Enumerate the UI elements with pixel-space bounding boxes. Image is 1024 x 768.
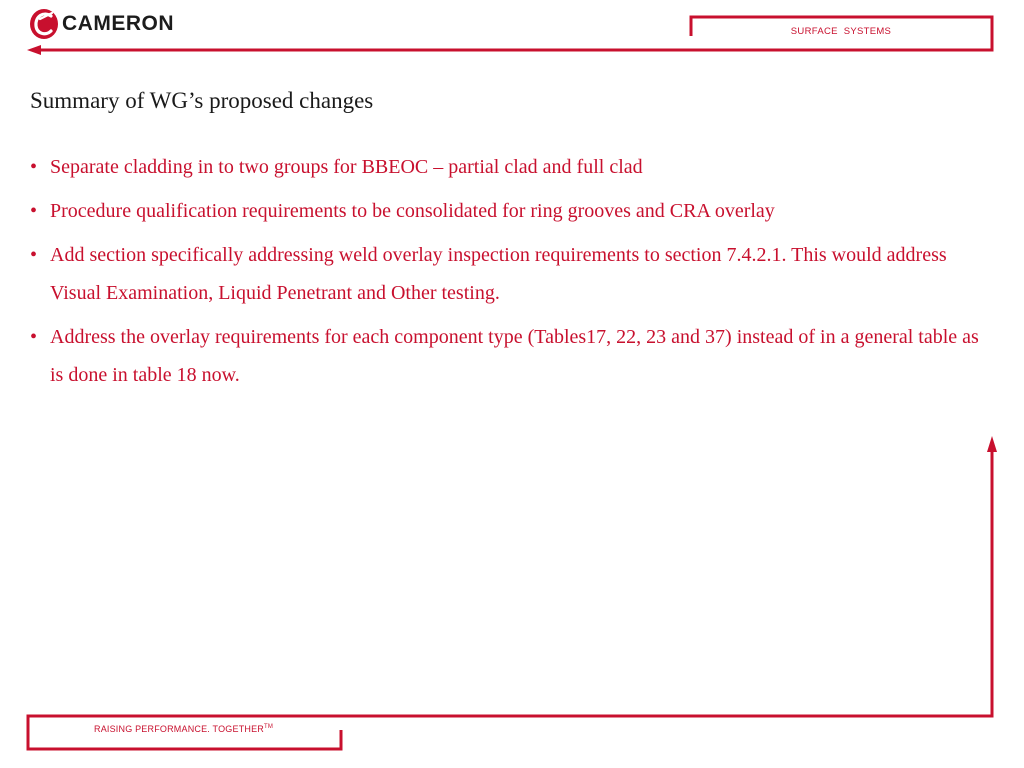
company-logo <box>28 6 174 42</box>
list-item <box>30 192 980 230</box>
bullet-text: Separate cladding in to two groups for BBEOC – partial clad and full clad <box>50 156 643 178</box>
bullet-text: Add section specifically addressing weld overlay inspection requirements to section 7.4.2.1. This would address Visual Examination, Liquid Penetrant and Other testing. <box>50 244 947 304</box>
bullet-dot-icon: • <box>30 244 38 266</box>
bullet-dot-icon: • <box>30 200 38 222</box>
right-up-arrowhead <box>987 436 997 452</box>
footer-tagline-text: RAISING PERFORMANCE. TOGETHER <box>94 724 264 734</box>
list-item <box>30 148 980 186</box>
top-left-arrowhead <box>27 45 41 55</box>
section-label: SURFACE SYSTEMS <box>790 26 892 37</box>
logo-c-icon <box>28 7 60 41</box>
footer-tagline <box>94 724 273 734</box>
slide-title: Summary of WG’s proposed changes <box>30 88 374 113</box>
bullet-list <box>30 148 980 400</box>
trademark-mark: TM <box>264 724 274 730</box>
bullet-text: Address the overlay requirements for each component type (Tables17, 22, 23 and 37) instead of in a general table as is done in table 18 now. <box>50 326 979 386</box>
bullet-dot-icon: • <box>30 326 38 348</box>
list-item <box>30 236 980 312</box>
bullet-dot-icon: • <box>30 156 38 178</box>
bullet-text: Procedure qualification requirements to be consolidated for ring grooves and CRA overlay <box>50 200 775 222</box>
right-vertical-line <box>28 446 992 749</box>
logo-wordmark: CAMERON <box>62 12 174 35</box>
list-item <box>30 318 980 394</box>
